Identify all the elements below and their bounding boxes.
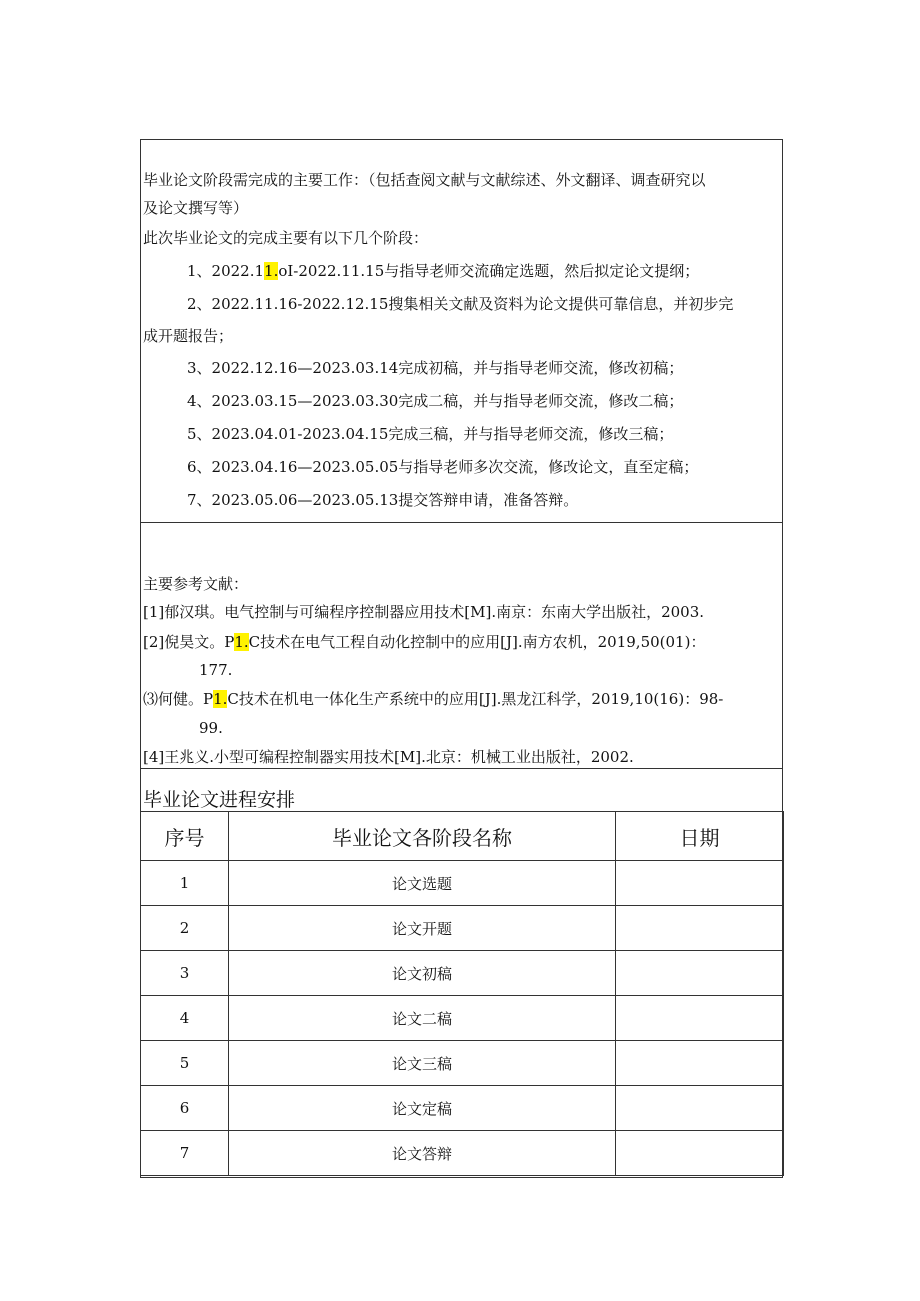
row-stage-name: 论文开题 <box>229 906 616 951</box>
work-heading: 毕业论文阶段需完成的主要工作：（包括查阅文献与文献综述、外文翻译、调查研究以 <box>143 171 706 189</box>
reference-item-2 <box>143 632 705 652</box>
table-row <box>141 1086 784 1131</box>
highlight-mark: 1. <box>234 633 249 651</box>
row-no: 7 <box>141 1131 229 1176</box>
stage-item-1 <box>187 261 699 281</box>
row-no: 3 <box>141 951 229 996</box>
row-date <box>616 906 784 951</box>
row-no: 6 <box>141 1086 229 1131</box>
reference-text: ⑶何健。P <box>143 690 214 708</box>
stage-item-7: 7、2023.05.06—2023.05.13提交答辩申请，准备答辩。 <box>187 491 579 509</box>
row-stage-name: 论文初稿 <box>229 951 616 996</box>
table-row <box>141 1041 784 1086</box>
form-frame <box>140 139 783 1178</box>
highlight-mark: 1. <box>213 690 228 708</box>
header-no: 序号 <box>141 812 229 861</box>
header-date: 日期 <box>616 812 784 861</box>
reference-text: C技术在机电一体化生产系统中的应用[J].黑龙江科学，2019,10(16)：98- <box>227 690 724 708</box>
row-no: 5 <box>141 1041 229 1086</box>
schedule-header-row <box>141 812 784 861</box>
stage-item-2-cont: 成开题报告； <box>143 327 234 345</box>
stage-text: 1、2022.1 <box>187 262 265 280</box>
row-stage-name: 论文选题 <box>229 861 616 906</box>
references-heading: 主要参考文献： <box>143 575 249 593</box>
row-date <box>616 1041 784 1086</box>
highlight-mark: 1. <box>264 262 279 280</box>
stage-item-4: 4、2023.03.15—2023.03.30完成二稿，并与指导老师交流，修改二稿； <box>187 392 684 410</box>
table-row <box>141 906 784 951</box>
section-divider <box>141 768 782 769</box>
work-intro: 此次毕业论文的完成主要有以下几个阶段： <box>143 229 429 247</box>
row-date <box>616 861 784 906</box>
table-row <box>141 1131 784 1176</box>
schedule-title: 毕业论文进程安排 <box>143 789 296 811</box>
stage-item-2: 2、2022.11.16-2022.12.15搜集相关文献及资料为论文提供可靠信息，并初步完 <box>187 295 734 313</box>
reference-text: C技术在电气工程自动化控制中的应用[J].南方农机，2019,50(01)： <box>248 633 706 651</box>
stage-item-5: 5、2023.04.01-2023.04.15完成三稿，并与指导老师交流，修改三稿； <box>187 425 674 443</box>
row-no: 1 <box>141 861 229 906</box>
reference-item-1: [1]郁汉琪。电气控制与可编程序控制器应用技术[M].南京：东南大学出版社，2003. <box>143 603 705 621</box>
stage-item-6: 6、2023.04.16—2023.05.05与指导老师多次交流，修改论文，直至定稿； <box>187 458 699 476</box>
row-stage-name: 论文二稿 <box>229 996 616 1041</box>
stage-item-3: 3、2022.12.16—2023.03.14完成初稿，并与指导老师交流，修改初稿； <box>187 359 684 377</box>
reference-item-3-cont: 99. <box>199 719 223 737</box>
reference-item-4: [4]王兆义.小型可编程控制器实用技术[M].北京：机械工业出版社，2002. <box>143 748 634 766</box>
section-divider <box>141 522 782 523</box>
table-row <box>141 996 784 1041</box>
table-row <box>141 861 784 906</box>
row-stage-name: 论文三稿 <box>229 1041 616 1086</box>
row-date <box>616 951 784 996</box>
reference-text: [2]倪昊文。P <box>143 633 235 651</box>
table-row <box>141 951 784 996</box>
row-date <box>616 996 784 1041</box>
header-stage-name: 毕业论文各阶段名称 <box>229 812 616 861</box>
work-heading-cont: 及论文撰写等） <box>143 199 249 217</box>
schedule-table <box>140 811 784 1176</box>
row-stage-name: 论文定稿 <box>229 1086 616 1131</box>
row-date <box>616 1131 784 1176</box>
stage-text: oI-2022.11.15与指导老师交流确定选题，然后拟定论文提纲； <box>278 262 700 280</box>
row-stage-name: 论文答辩 <box>229 1131 616 1176</box>
reference-item-3 <box>143 689 723 709</box>
reference-item-2-cont: 177. <box>199 661 233 679</box>
row-date <box>616 1086 784 1131</box>
row-no: 4 <box>141 996 229 1041</box>
row-no: 2 <box>141 906 229 951</box>
